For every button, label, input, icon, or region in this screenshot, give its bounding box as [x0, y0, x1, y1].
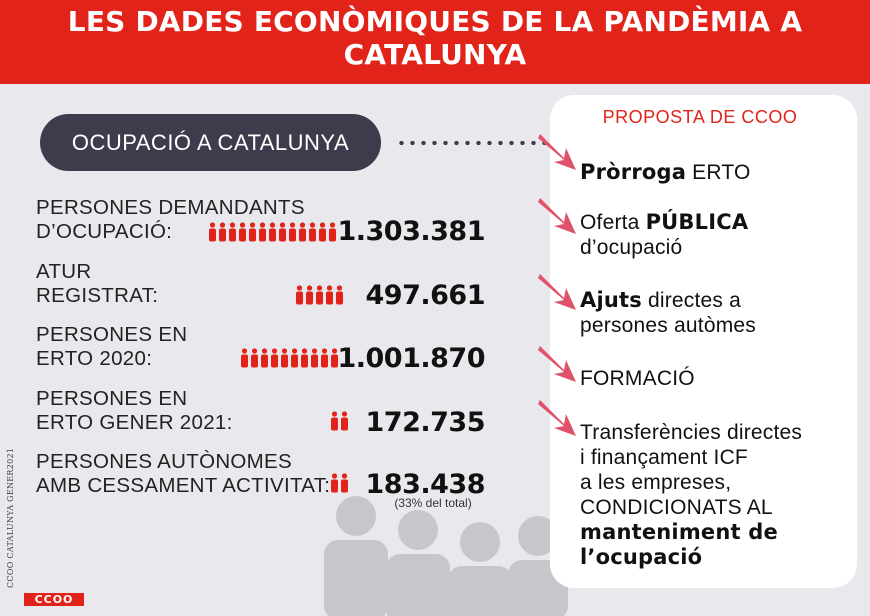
stat-label-line: REGISTRAT:: [36, 284, 159, 307]
person-icon: [310, 348, 319, 368]
person-icon: [328, 222, 337, 242]
person-icon: [260, 348, 269, 368]
person-icon: [295, 285, 304, 305]
person-icon: [288, 222, 297, 242]
proposal-text: Transferències directes: [580, 421, 803, 444]
person-icon: [228, 222, 237, 242]
stat-value-erto-2021: 172.735: [365, 407, 485, 438]
person-icon: [218, 222, 227, 242]
person-icon: [308, 222, 317, 242]
proposal-text: Oferta: [580, 211, 646, 234]
stat-label-line: AMB CESSAMENT ACTIVITAT:: [36, 474, 331, 497]
person-icon: [240, 348, 249, 368]
arrow-icon: [534, 190, 584, 240]
proposal-bold: PÚBLICA: [645, 210, 749, 234]
person-icon: [320, 348, 329, 368]
proposal-text: persones autòmes: [580, 314, 756, 337]
person-icon: [270, 348, 279, 368]
section-pill: [40, 114, 381, 171]
page-title: LES DADES ECONÒMIQUES DE LA PANDÈMIA A CATALUNYA: [67, 5, 803, 71]
proposal-item-2: [580, 210, 748, 260]
dotted-connector: [396, 141, 546, 145]
stat-label-erto-2021: [36, 387, 233, 435]
stat-label-erto-2020: [36, 323, 187, 371]
ccoo-logo: CCOO: [24, 593, 84, 606]
arrow-icon: [534, 126, 584, 176]
stat-label-autonomes: [36, 450, 330, 498]
stat-label-line: PERSONES DEMANDANTS: [36, 196, 305, 219]
header-banner: [0, 0, 870, 84]
person-icon: [258, 222, 267, 242]
arrow-icon: [534, 338, 584, 388]
vertical-credit: CCOO CATALUNYA GENER2021: [6, 447, 15, 588]
person-icon: [340, 473, 349, 493]
stat-value-erto-2020: 1.001.870: [337, 343, 485, 374]
stat-label-line: ERTO GENER 2021:: [36, 411, 233, 434]
person-icon: [268, 222, 277, 242]
arrow-icon: [534, 392, 584, 442]
person-icon: [298, 222, 307, 242]
person-icon: [318, 222, 327, 242]
proposal-bold: Ajuts: [580, 288, 642, 312]
proposal-item-4: FORMACIÓ: [580, 367, 695, 390]
stat-value-autonomes: 183.438: [365, 469, 485, 500]
proposal-bold: manteniment de: [580, 520, 778, 544]
person-icon: [278, 222, 287, 242]
proposal-text: i finançament ICF: [580, 446, 748, 469]
person-icon: [280, 348, 289, 368]
person-icon: [250, 348, 259, 368]
proposal-bold: l’ocupació: [580, 545, 703, 569]
person-icon: [208, 222, 217, 242]
section-title: OCUPACIÓ A CATALUNYA: [71, 129, 350, 155]
person-icons-atur: [295, 285, 344, 305]
proposal-text: ERTO: [686, 161, 751, 184]
person-icons-demandants: [208, 222, 337, 242]
stat-label-line: ATUR: [36, 260, 92, 283]
person-icon: [305, 285, 314, 305]
person-icon: [315, 285, 324, 305]
person-icon: [300, 348, 309, 368]
person-icon: [238, 222, 247, 242]
person-icon: [340, 411, 349, 431]
stat-label-line: PERSONES AUTÒNOMES: [36, 450, 293, 473]
stat-note: (33% del total): [394, 496, 472, 510]
person-icons-erto-2020: [240, 348, 339, 368]
proposal-text: a les empreses,: [580, 471, 732, 494]
proposal-text: d’ocupació: [580, 236, 683, 259]
proposal-item-1: [580, 160, 751, 185]
arrow-icon: [534, 266, 584, 316]
stat-label-atur: [36, 260, 158, 308]
proposal-item-3: [580, 288, 756, 338]
stat-label-line: PERSONES EN: [36, 387, 188, 410]
stat-label-line: D’OCUPACIÓ:: [36, 220, 173, 243]
person-icon: [335, 285, 344, 305]
person-icons-autonomes: [330, 473, 349, 493]
proposal-item-5: [580, 420, 802, 570]
person-icon: [290, 348, 299, 368]
person-icon: [330, 411, 339, 431]
person-icon: [248, 222, 257, 242]
proposal-text: CONDICIONATS AL: [580, 496, 773, 519]
stat-value-demandants: 1.303.381: [337, 216, 485, 247]
person-icon: [330, 473, 339, 493]
person-icon: [325, 285, 334, 305]
stat-label-line: PERSONES EN: [36, 323, 188, 346]
proposal-text: directes a: [641, 289, 742, 312]
proposal-bold: Pròrroga: [580, 160, 687, 184]
person-icons-erto-2021: [330, 411, 349, 431]
stat-value-atur: 497.661: [365, 280, 485, 311]
stat-label-line: ERTO 2020:: [36, 347, 153, 370]
proposal-title: PROPOSTA DE CCOO: [602, 107, 798, 127]
